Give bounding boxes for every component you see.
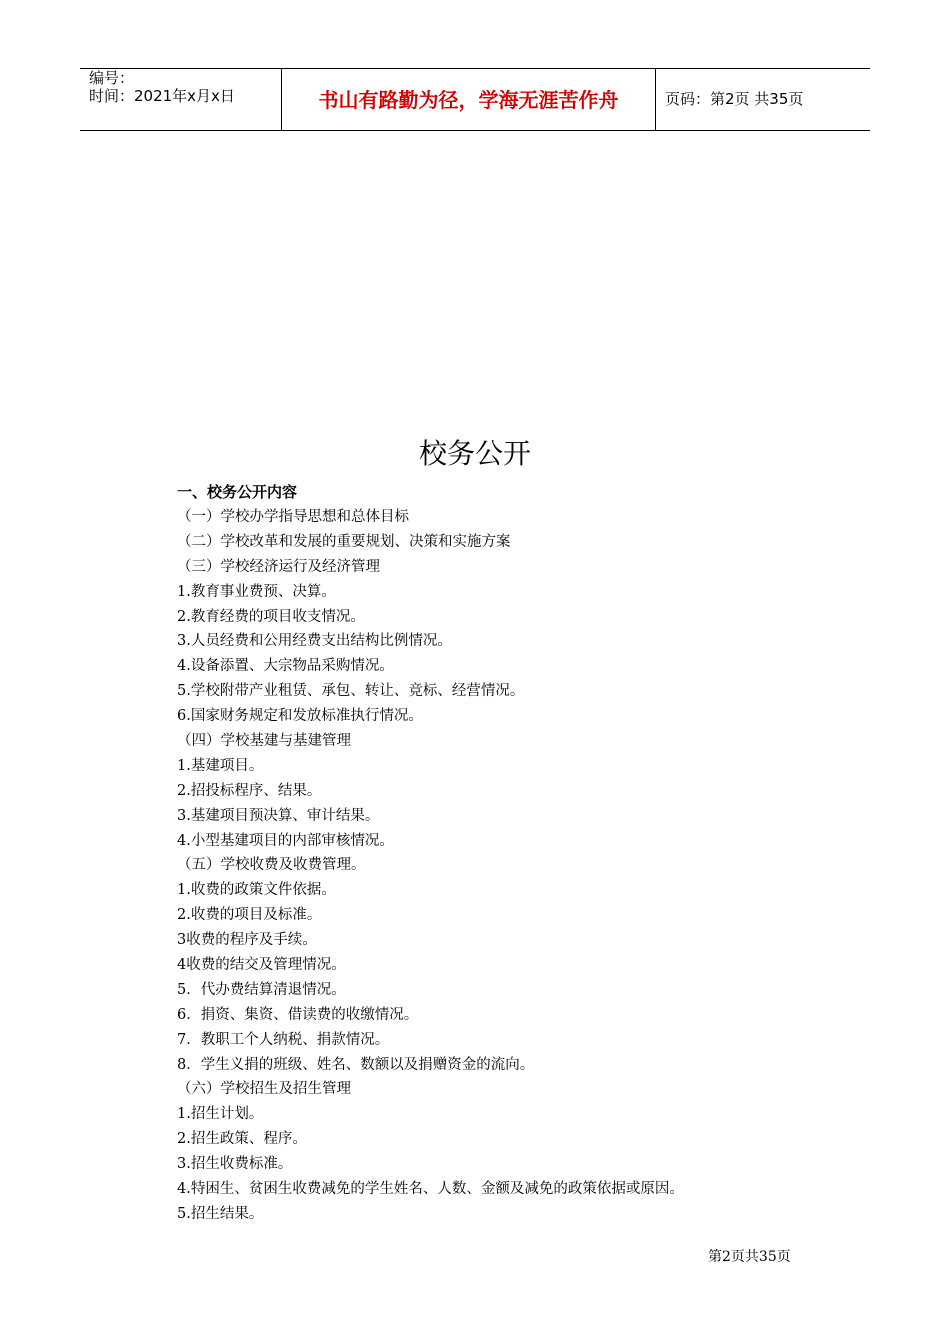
body-line: 6.国家财务规定和发放标准执行情况。 bbox=[177, 708, 423, 725]
body-line: 5.学校附带产业租赁、承包、转让、竞标、经营情况。 bbox=[177, 683, 525, 700]
body-line: （二）学校改革和发展的重要规划、决策和实施方案 bbox=[177, 533, 511, 550]
body-line: （三）学校经济运行及经济管理 bbox=[177, 558, 380, 575]
body-line: （一）学校办学指导思想和总体目标 bbox=[177, 509, 409, 525]
body-line: 2.招生政策、程序。 bbox=[177, 1131, 307, 1148]
body-line: 5．代办费结算清退情况。 bbox=[177, 981, 346, 998]
header-motto-cell bbox=[281, 69, 656, 130]
body-line: （六）学校招生及招生管理 bbox=[177, 1081, 351, 1098]
body-line: 4收费的结交及管理情况。 bbox=[177, 957, 346, 974]
page-header bbox=[80, 68, 870, 131]
document-date-label: 时间：2021年x月x日 bbox=[89, 87, 235, 105]
header-page-info: 页码：第2页 共35页 bbox=[665, 90, 804, 108]
body-line: （四）学校基建与基建管理 bbox=[177, 733, 351, 750]
body-line: 5.招生结果。 bbox=[177, 1205, 264, 1222]
body-line: 3收费的程序及手续。 bbox=[177, 932, 317, 949]
body-line: 3.基建项目预决算、审计结果。 bbox=[177, 807, 380, 824]
section-heading: 一、校务公开内容 bbox=[177, 483, 298, 501]
footer-page-number: 第2页共35页 bbox=[708, 1249, 791, 1265]
body-line: 6．捐资、集资、借读费的收缴情况。 bbox=[177, 1006, 419, 1023]
body-line: 1.教育事业费预、决算。 bbox=[177, 583, 336, 600]
body-line: 3.人员经费和公用经费支出结构比例情况。 bbox=[177, 633, 452, 650]
body-line: 4.特困生、贫困生收费减免的学生姓名、人数、金额及减免的政策依据或原因。 bbox=[177, 1181, 684, 1198]
document-number-label: 编号： bbox=[89, 69, 135, 87]
document-body bbox=[177, 505, 857, 1227]
body-line: 1.收费的政策文件依据。 bbox=[177, 882, 336, 899]
header-motto: 书山有路勤为径，学海无涯苦作舟 bbox=[318, 88, 619, 112]
body-line: 2.收费的项目及标准。 bbox=[177, 907, 322, 924]
document-title: 校务公开 bbox=[418, 437, 531, 470]
body-line: 3.招生收费标准。 bbox=[177, 1156, 293, 1173]
body-line: 2.教育经费的项目收支情况。 bbox=[177, 608, 365, 625]
body-line: 4.小型基建项目的内部审核情况。 bbox=[177, 832, 394, 849]
body-line: 1.基建项目。 bbox=[177, 757, 264, 774]
body-line: 2.招投标程序、结果。 bbox=[177, 782, 322, 799]
body-line: （五）学校收费及收费管理。 bbox=[177, 857, 366, 874]
body-line: 8．学生义捐的班级、姓名、数额以及捐赠资金的流向。 bbox=[177, 1056, 535, 1073]
header-meta-cell bbox=[80, 69, 281, 130]
body-line: 4.设备添置、大宗物品采购情况。 bbox=[177, 658, 394, 675]
body-line: 7．教职工个人纳税、捐款情况。 bbox=[177, 1031, 390, 1048]
header-page-cell bbox=[655, 69, 870, 130]
body-line: 1.招生计划。 bbox=[177, 1106, 264, 1123]
